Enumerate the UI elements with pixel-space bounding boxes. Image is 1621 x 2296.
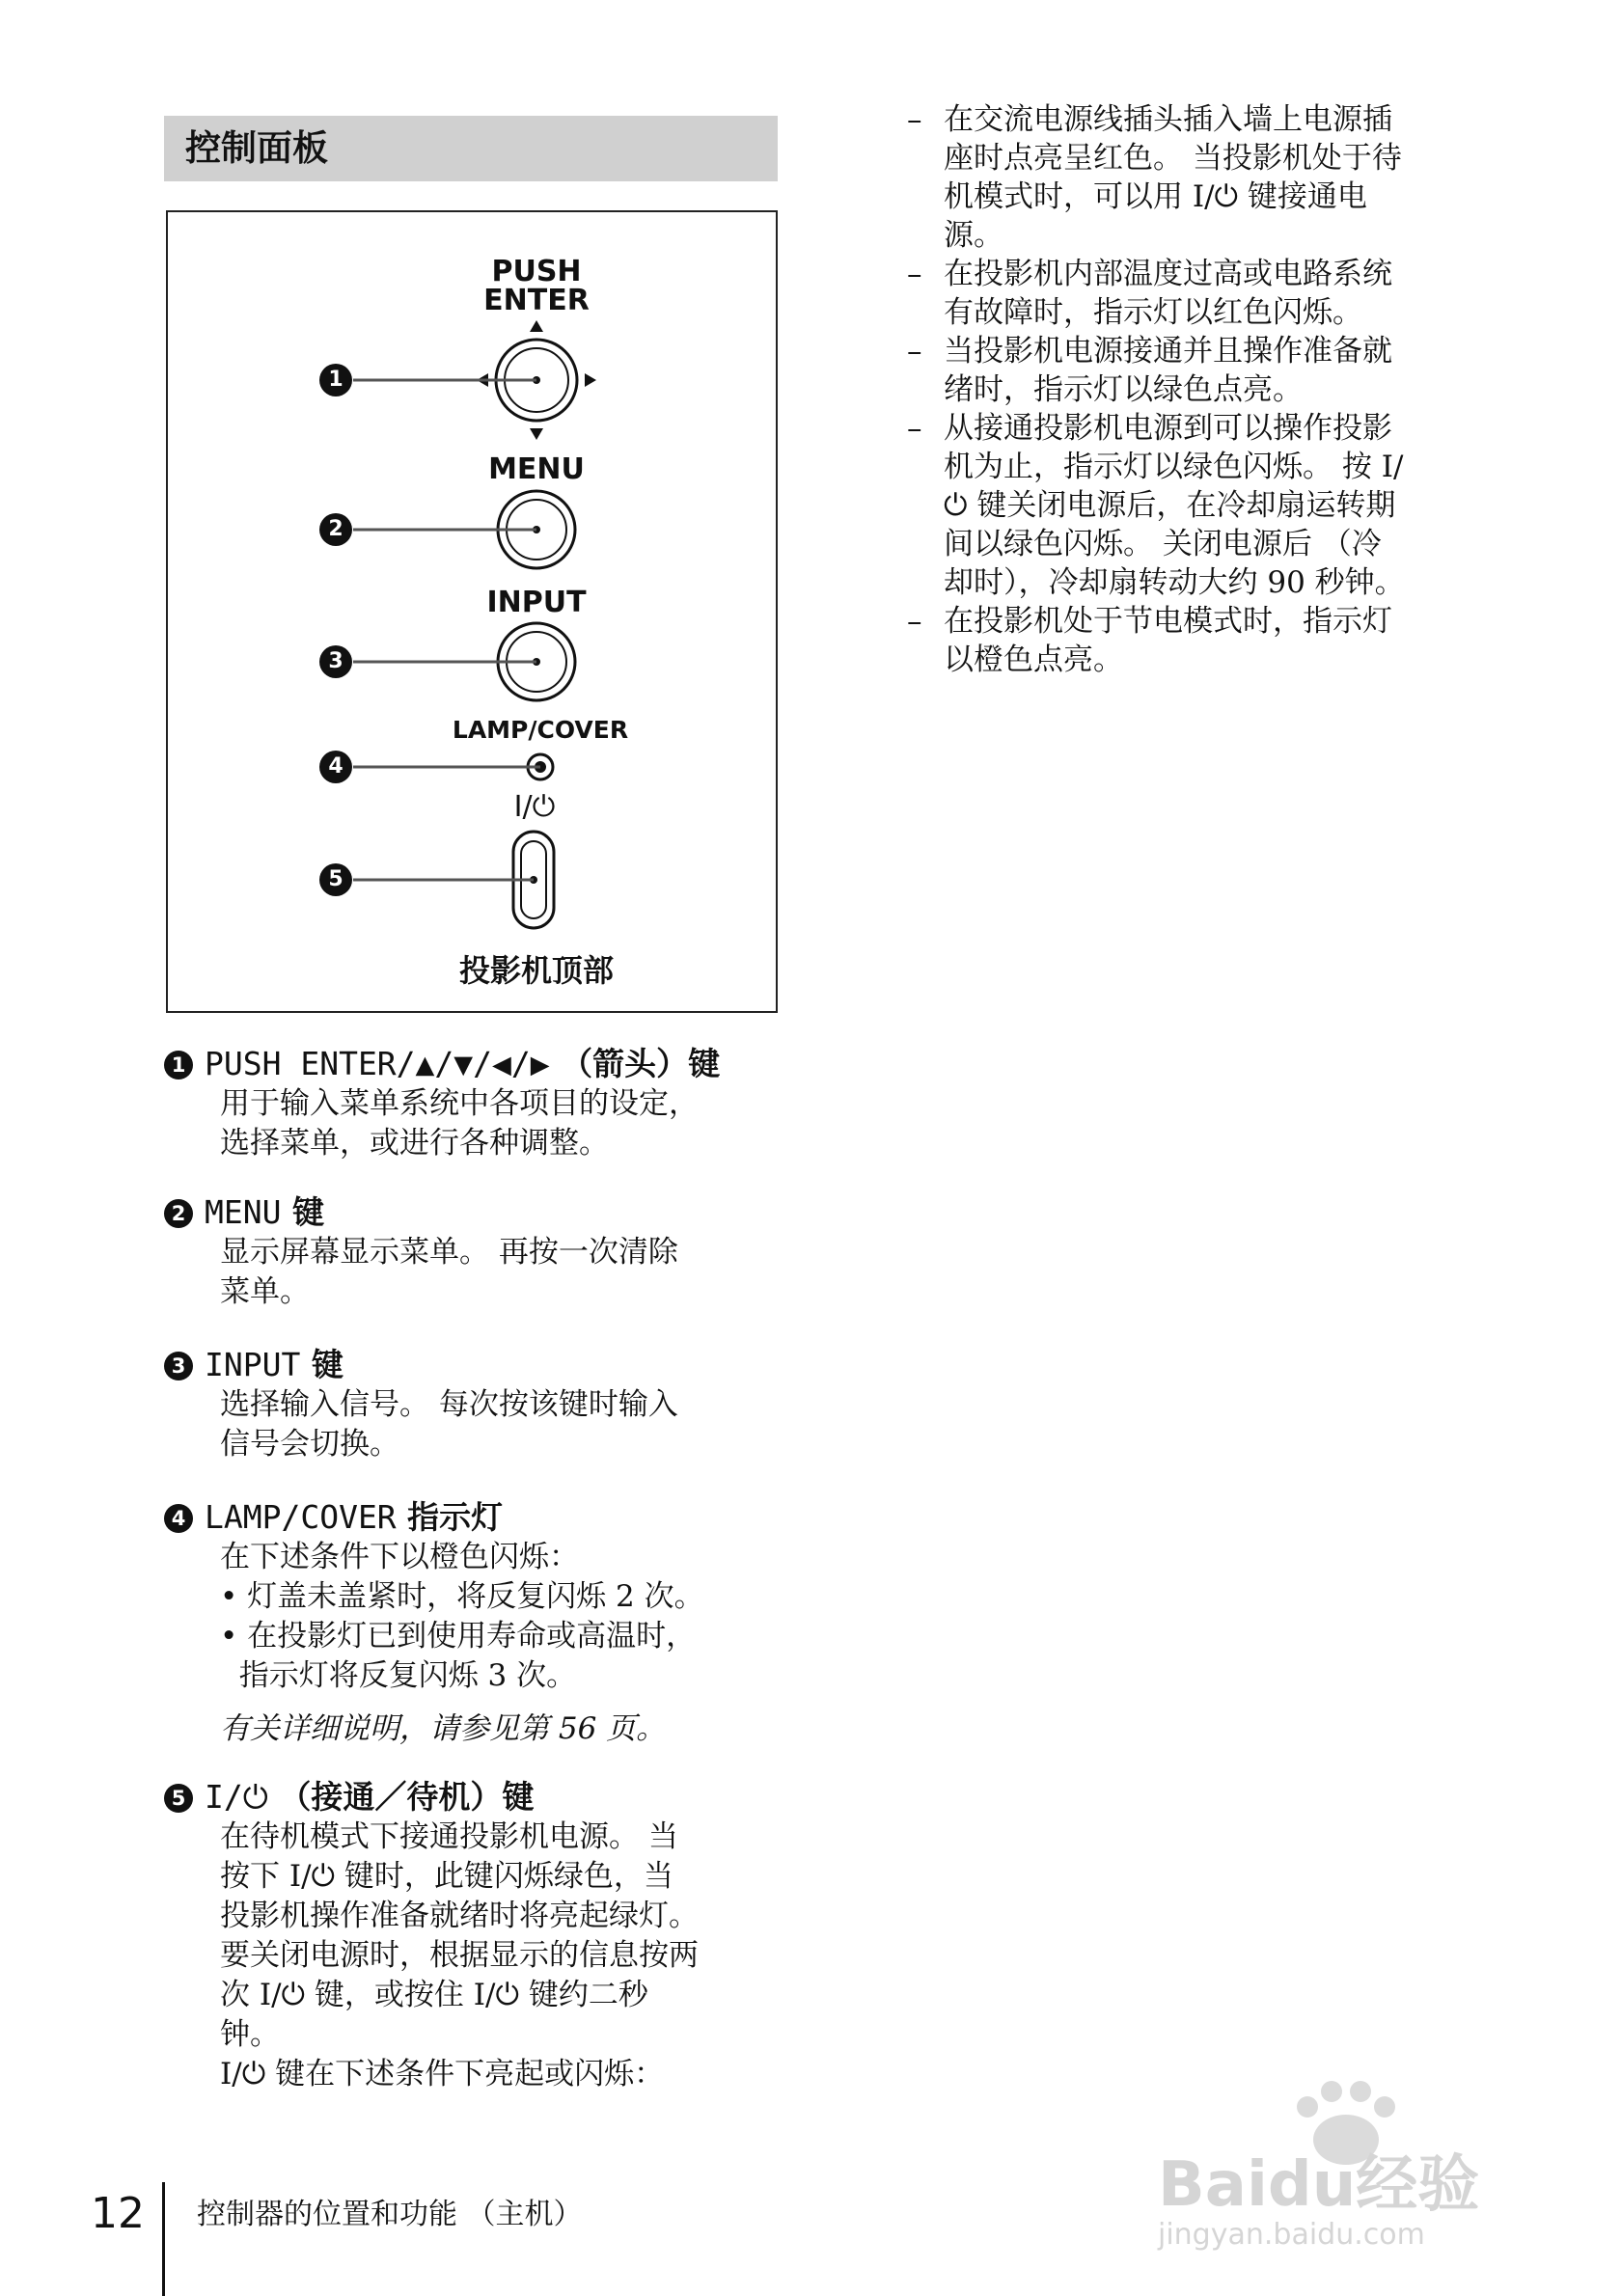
item-body [164,1818,801,2094]
item-number-badge: 2 [164,1199,193,1228]
dash-list-item [907,255,1505,332]
dash-list-item [907,100,1505,255]
body-line: 在待机模式下接通投影机电源。 当 [220,1819,678,1854]
push-label: PUSH [491,255,582,288]
list-line: 机模式时，可以用 I/⏻ 键接通电 [944,179,1367,214]
body-line: • 在投影灯已到使用寿命或高温时， [220,1619,697,1654]
item-title [164,1192,801,1233]
list-line: 当投影机电源接通并且操作准备就 [944,334,1392,369]
section-title: 控制面板 [164,116,778,181]
item-title [164,1044,801,1084]
item-title-code: I/⏻ [205,1778,268,1816]
body-line: 次 I/⏻ 键，或按住 I/⏻ 键约二秒 [220,1978,648,2012]
callout-number: 5 [328,867,343,891]
watermark-brand: Baidu经验 [1158,2149,1480,2221]
dash-marker: – [907,604,922,639]
list-line: 以橙色点亮。 [944,642,1123,677]
item-title-code: LAMP/COVER [205,1498,397,1536]
dash-list-item [907,332,1505,409]
item-title [164,1497,801,1538]
dash-list-item [907,409,1505,602]
input-label: INPUT [486,586,587,619]
list-line: ⏻ 键关闭电源后，在冷却扇运转期 [944,488,1396,523]
item-body [164,1233,801,1312]
list-line: 间以绿色闪烁。 关闭电源后 （冷 [944,527,1382,561]
item-menu [164,1192,801,1312]
lamp-cover-label: LAMP/COVER [452,716,629,744]
list-line: 却时），冷却扇转动大约 90 秒钟。 [944,565,1405,600]
item-body [164,1385,801,1464]
menu-label: MENU [488,452,585,486]
callout-number: 3 [328,649,343,673]
dash-list-item [907,602,1505,679]
list-line: 从接通投影机电源到可以操作投影 [944,411,1392,446]
right-column [907,100,1505,679]
item-body [164,1084,801,1163]
dash-marker: – [907,257,922,291]
list-line: 绪时，指示灯以绿色点亮。 [944,372,1303,407]
dash-marker: – [907,411,922,446]
item-input [164,1345,801,1464]
body-line: 投影机操作准备就绪时将亮起绿灯。 [220,1899,699,1933]
body-line: 在下述条件下以橙色闪烁： [220,1540,579,1574]
item-number-badge: 5 [164,1784,193,1813]
page-reference-note: 有关详细说明，请参见第 56 页。 [220,1711,667,1746]
body-line: 指示灯将反复闪烁 3 次。 [220,1658,577,1693]
dash-marker: – [907,102,922,137]
item-title-cn: 指示灯 [396,1498,504,1536]
item-number-badge: 3 [164,1352,193,1380]
item-body [164,1538,801,1749]
body-line: • 灯盖未盖紧时，将反复闪烁 2 次。 [220,1579,704,1614]
footer-divider [162,2182,165,2296]
item-title-code: PUSH ENTER/▲/▼/◀/▶ [205,1045,550,1082]
callout-number: 4 [328,754,343,779]
item-number-badge: 1 [164,1051,193,1080]
list-line: 在交流电源线插头插入墙上电源插 [944,102,1392,137]
item-push-enter [164,1044,801,1163]
item-lamp-cover [164,1497,801,1749]
list-line: 源。 [944,218,1003,253]
callout-number: 1 [328,368,343,392]
body-line: 要关闭电源时，根据显示的信息按两 [220,1938,699,1973]
body-line: I/⏻ 键在下述条件下亮起或闪烁： [220,2057,665,2091]
item-number-badge: 4 [164,1504,193,1533]
body-line: 钟。 [220,2017,280,2052]
item-title-code: INPUT [205,1346,301,1383]
list-line: 机为止，指示灯以绿色闪烁。 按 I/ [944,450,1404,484]
item-power [164,1777,801,2094]
item-title [164,1345,801,1385]
enter-label: ENTER [483,284,590,317]
control-panel-diagram [166,210,778,1013]
body-line: 信号会切换。 [220,1427,399,1462]
list-line: 在投影机处于节电模式时，指示灯 [944,604,1392,639]
page-number: 12 [91,2189,145,2238]
body-line: 按下 I/⏻ 键时，此键闪烁绿色，当 [220,1859,673,1894]
body-line: 显示屏幕显示菜单。 再按一次清除 [220,1235,678,1270]
body-line: 选择菜单，或进行各种调整。 [220,1126,609,1161]
diagram-caption: 投影机顶部 [458,952,614,989]
body-line: 选择输入信号。 每次按该键时输入 [220,1387,678,1422]
item-title [164,1777,801,1818]
item-title-cn: 键 [300,1346,343,1383]
body-line: 用于输入菜单系统中各项目的设定， [220,1086,699,1121]
item-title-cn: 键 [281,1193,324,1231]
footer-section-title: 控制器的位置和功能 （主机） [197,2198,583,2231]
baidu-watermark [1148,2064,1553,2257]
watermark-url: jingyan.baidu.com [1158,2218,1425,2252]
power-label: I/⏻ [513,790,556,824]
item-title-code: MENU [205,1193,282,1231]
callout-number: 2 [328,517,343,541]
list-line: 座时点亮呈红色。 当投影机处于待 [944,141,1402,176]
body-line: 菜单。 [220,1274,310,1309]
list-line: 在投影机内部温度过高或电路系统 [944,257,1392,291]
item-title-cn: （箭头）键 [549,1045,721,1082]
item-title-cn: （接通／待机）键 [267,1778,535,1816]
dash-marker: – [907,334,922,369]
list-line: 有故障时，指示灯以红色闪烁。 [944,295,1362,330]
